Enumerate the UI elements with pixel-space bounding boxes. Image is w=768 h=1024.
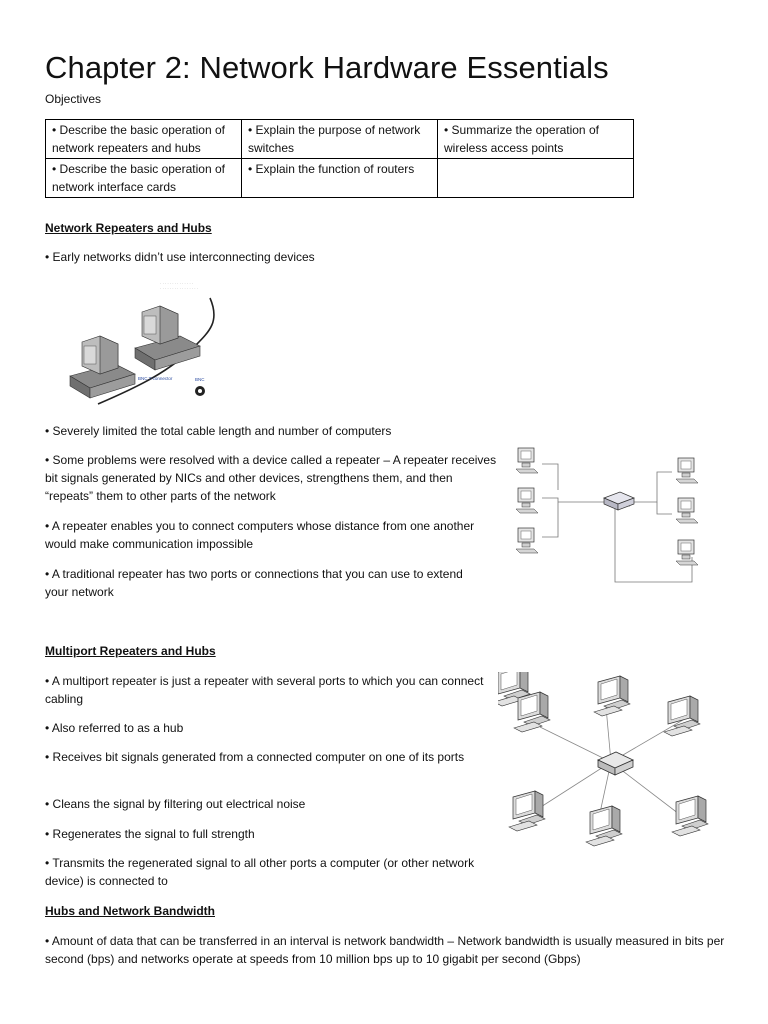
bullet-text: • A traditional repeater has two ports or connections that you can use to extend your network [45, 567, 463, 599]
table-cell: • Describe the basic operation of network repeaters and hubs [46, 120, 242, 159]
table-cell: • Explain the function of routers [242, 159, 438, 198]
repeater-diagram [512, 442, 712, 587]
table-cell: • Describe the basic operation of network interface cards [46, 159, 242, 198]
bullet-text: • Also referred to as a hub [45, 721, 184, 735]
hub-icon [598, 752, 633, 775]
bus-network-illustration [60, 276, 240, 408]
bullet-text: • A multiport repeater is just a repeater with several ports to which you can connect cabling [45, 674, 484, 706]
section-heading-bandwidth: Hubs and Network Bandwidth [45, 904, 216, 918]
section-heading-repeaters: Network Repeaters and Hubs [45, 221, 212, 235]
bullet-text: • A repeater enables you to connect computers whose distance from one another would make communication impossible [45, 519, 475, 551]
repeater-icon [604, 492, 634, 510]
svg-text:· · · · · · · · · · · · · · ·: · · · · · · · · · · · · · · · · [160, 286, 198, 291]
bullet-text: • Regenerates the signal to full strength [45, 827, 255, 841]
computer-icon [516, 448, 538, 473]
table-cell: • Explain the purpose of network switches [242, 120, 438, 159]
hub-star-diagram [498, 672, 723, 847]
table-cell: • Summarize the operation of wireless access points [438, 120, 634, 159]
figure-label: BNC [195, 377, 205, 382]
page-title: Chapter 2: Network Hardware Essentials [45, 50, 609, 85]
table-cell [438, 159, 634, 198]
bullet-text: • Severely limited the total cable length and number of computers [45, 424, 392, 438]
figure-label: BNC T-connector [138, 376, 173, 381]
bullet-text: • Amount of data that can be transferred in an interval is network bandwidth – Network bandwidth is usually measured in bits per second (bps) and networks operate at speeds from 10 million bps up to 10 gigabit per second (Gbps) [45, 934, 725, 966]
bullet-text: • Transmits the regenerated signal to all other ports a computer (or other network device) is connected to [45, 856, 475, 888]
bullet-text: • Receives bit signals generated from a connected computer on one of its ports [45, 750, 465, 764]
table-row [46, 120, 634, 159]
table-row [46, 159, 634, 198]
svg-text:· · · · · · · · · · · · · ·: · · · · · · · · · · · · · · [160, 281, 194, 286]
section-heading-multiport: Multiport Repeaters and Hubs [45, 644, 216, 658]
objectives-heading: Objectives [45, 92, 102, 106]
computer-icon [70, 336, 135, 398]
bullet-text: • Cleans the signal by filtering out electrical noise [45, 797, 306, 811]
objectives-table [45, 119, 634, 198]
computer-icon [135, 306, 200, 370]
bullet-text: • Some problems were resolved with a device called a repeater – A repeater receives bit signals generated by NICs and other devices, strengthens them, and then “repeats” them to other parts of the network [45, 453, 497, 503]
bullet-text: • Early networks didn’t use interconnecting devices [45, 250, 315, 264]
